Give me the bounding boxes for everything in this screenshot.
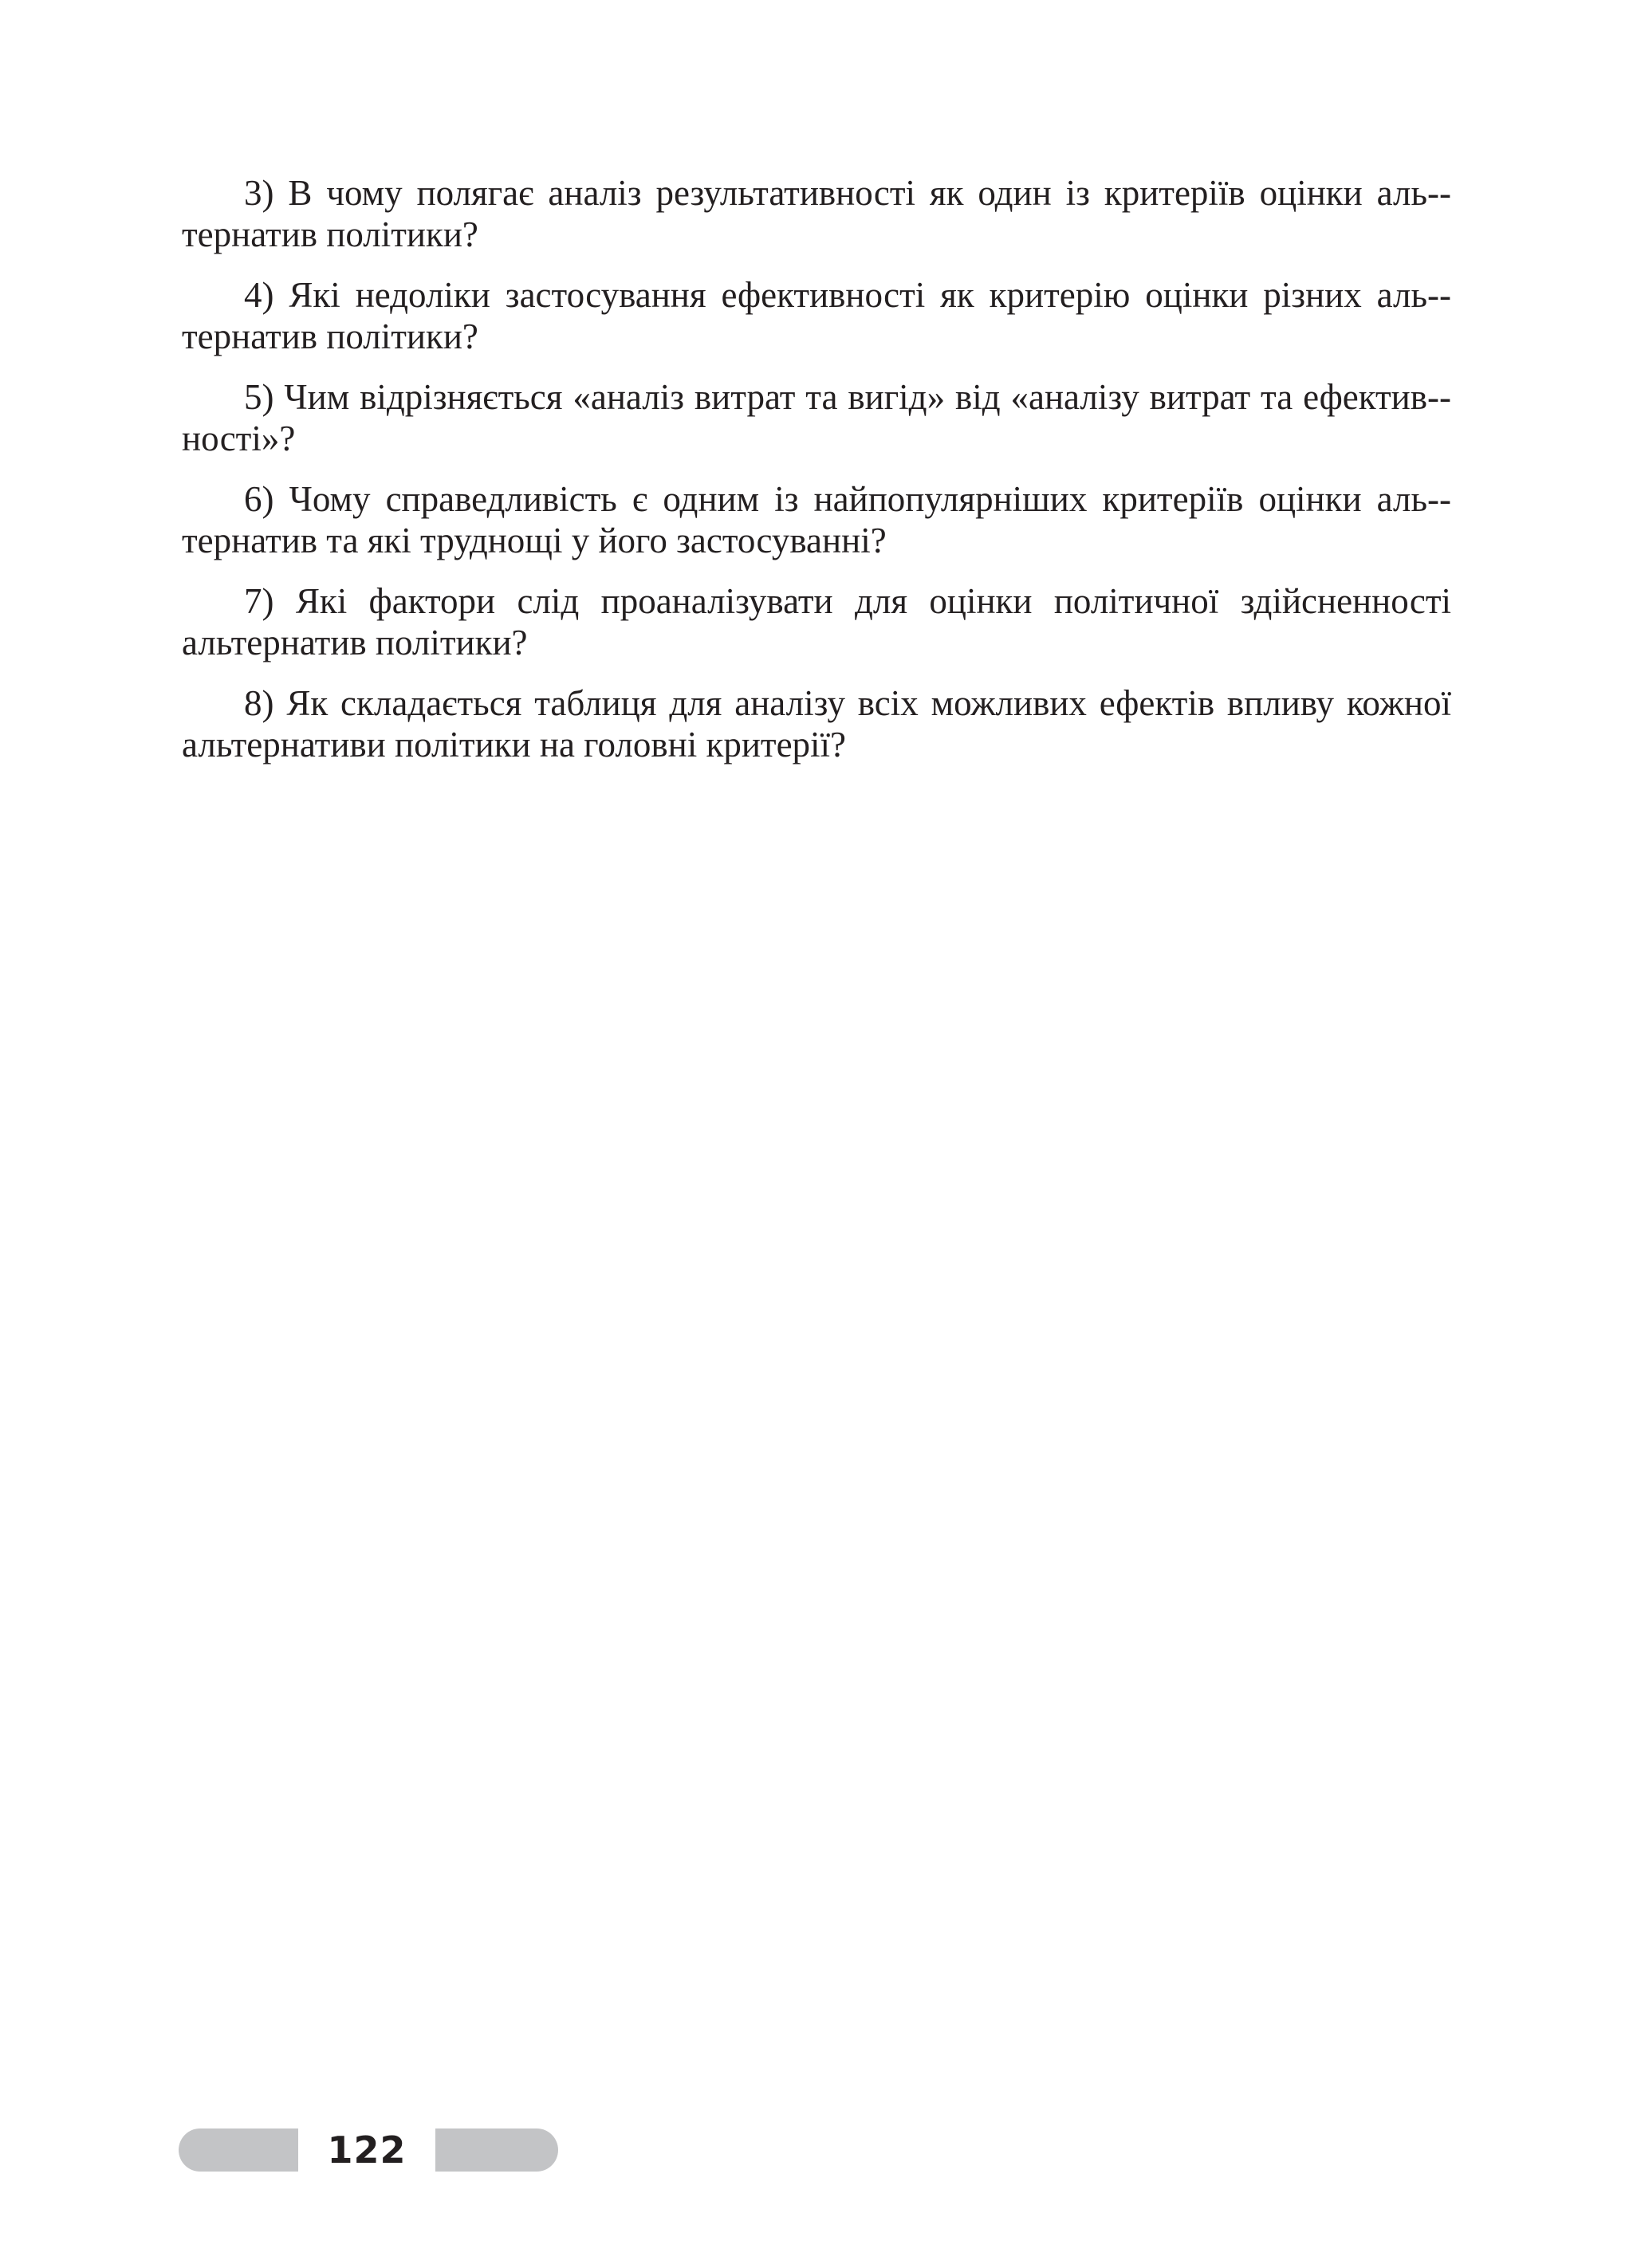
question-8: 8) Як складається таблиця для аналізу всіх можливих ефектів впливу кожної альтернативи політики на головні критерії? bbox=[182, 683, 1451, 765]
page-number: 122 bbox=[327, 2128, 407, 2172]
question-3: 3) В чому полягає аналіз результативності як один із критеріїв оцінки аль-тернатив політики? bbox=[182, 173, 1451, 254]
question-5: 5) Чим відрізняється «аналіз витрат та вигід» від «аналізу витрат та ефектив-ності»? bbox=[182, 377, 1451, 458]
question-4: 4) Які недоліки застосування ефективності як критерію оцінки різних аль-тернатив політики? bbox=[182, 275, 1451, 356]
page-number-pill bbox=[298, 2128, 435, 2172]
page-bar-left-segment bbox=[179, 2128, 298, 2172]
question-6: 6) Чому справедливість є одним із найпопулярніших критеріїв оцінки аль-тернатив та які труднощі у його застосуванні? bbox=[182, 479, 1451, 560]
page-number-bar bbox=[179, 2128, 558, 2172]
question-7: 7) Які фактори слід проаналізувати для оцінки політичної здійсненності альтернатив політики? bbox=[182, 581, 1451, 662]
question-list bbox=[182, 172, 1451, 784]
page-bar-right-segment bbox=[435, 2128, 558, 2172]
